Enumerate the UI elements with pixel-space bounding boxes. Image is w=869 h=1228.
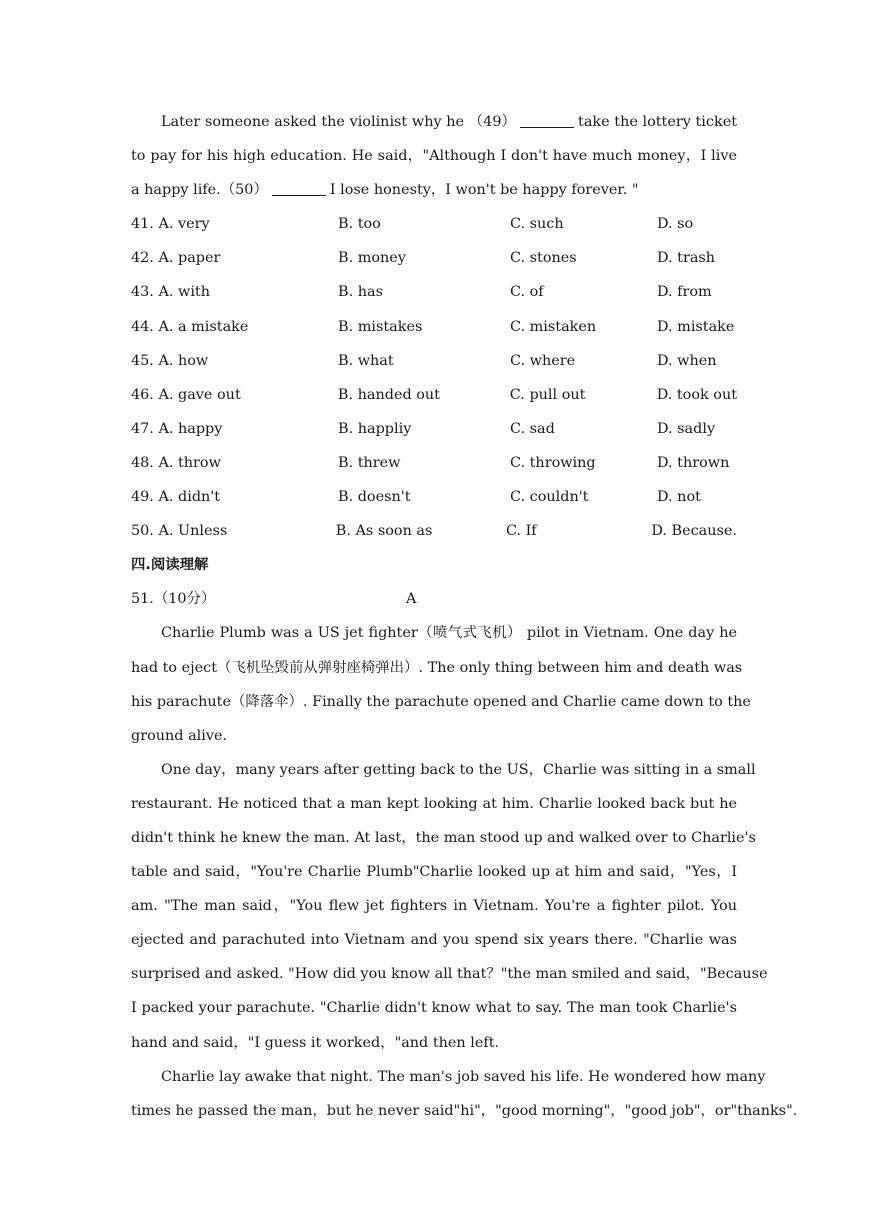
option-row-47 <box>131 412 737 446</box>
text-line: to pay for his high education. He said，"Although I don't have much money，I live <box>131 148 737 165</box>
option-b: B. has <box>338 284 383 301</box>
intro-paragraph <box>131 105 737 207</box>
option-d: D. not <box>657 489 701 506</box>
option-row-41 <box>131 207 737 241</box>
text-line: ejected and parachuted into Vietnam and you spend six years there. "Charlie was <box>131 932 737 949</box>
option-d: D. trash <box>657 250 716 267</box>
option-d: D. thrown <box>657 454 730 471</box>
option-c: C. couldn't <box>510 489 589 506</box>
option-row-48 <box>131 446 737 480</box>
option-c: C. of <box>510 284 544 301</box>
option-row-42 <box>131 241 737 275</box>
option-d: D. so <box>657 216 694 233</box>
document-page <box>131 105 798 1128</box>
option-d: D. Because. <box>651 523 738 540</box>
text-segment: Later someone asked the violinist why he （49） <box>161 114 517 130</box>
option-b: B. mistakes <box>338 318 423 335</box>
options-list <box>131 207 737 548</box>
section-title: 四.阅读理解 <box>131 557 209 574</box>
option-row-43 <box>131 275 737 309</box>
text-line: his parachute（降落伞）. Finally the parachute opened and Charlie came down to the <box>131 693 751 710</box>
option-b: B. threw <box>338 454 401 471</box>
answer-blank-49 <box>520 113 574 128</box>
option-a: 50. A. Unless <box>131 523 228 540</box>
text-segment: a happy life.（50） <box>131 182 268 199</box>
option-d: D. mistake <box>657 318 735 335</box>
text-line <box>131 105 737 139</box>
text-line: One day，many years after getting back to the US，Charlie was sitting in a small <box>161 761 756 778</box>
option-a: 41. A. very <box>131 216 210 233</box>
option-row-49 <box>131 480 737 514</box>
option-a: 47. A. happy <box>131 420 223 437</box>
text-line: didn't think he knew the man. At last，the man stood up and walked over to Charlie's <box>131 829 756 846</box>
option-d: D. sadly <box>657 420 716 437</box>
option-c: C. If <box>505 523 537 540</box>
text-line: I packed your parachute. "Charlie didn't know what to say. The man took Charlie's <box>131 1000 737 1017</box>
option-d: D. from <box>657 284 712 301</box>
option-a: 44. A. a mistake <box>131 318 249 335</box>
text-line <box>131 173 737 207</box>
option-row-45 <box>131 344 737 378</box>
option-a: 46. A. gave out <box>131 386 241 403</box>
text-line: Charlie Plumb was a US jet fighter（喷气式飞机） pilot in Vietnam. One day he <box>161 625 737 642</box>
text-line: times he passed the man，but he never said"hi"，"good morning"，"good job"，or"thanks". <box>131 1102 798 1119</box>
passage-paragraph-1 <box>131 616 751 752</box>
option-a: 45. A. how <box>131 352 209 369</box>
option-c: C. such <box>510 216 564 233</box>
option-c: C. sad <box>510 420 555 437</box>
option-d: D. took out <box>656 386 738 403</box>
option-b: B. too <box>338 216 381 233</box>
question-header <box>131 582 737 616</box>
text-line: had to eject（飞机坠毁前从弹射座椅弹出）. The only thing between him and death was <box>131 659 743 676</box>
option-b: B. handed out <box>337 386 440 403</box>
option-a: 48. A. throw <box>131 454 221 471</box>
option-row-50 <box>131 514 737 548</box>
option-row-46 <box>131 378 737 412</box>
passage-paragraph-3 <box>131 1060 798 1128</box>
option-b: B. money <box>338 250 406 267</box>
option-c: C. mistaken <box>510 318 597 335</box>
option-b: B. what <box>338 352 394 369</box>
option-d: D. when <box>657 352 717 369</box>
passage-paragraph-2 <box>131 753 768 1060</box>
option-b: B. doesn't <box>338 489 411 506</box>
option-row-44 <box>131 310 737 344</box>
text-line: restaurant. He noticed that a man kept looking at him. Charlie looked back but he <box>131 795 737 812</box>
answer-blank-50 <box>272 181 326 196</box>
text-segment: I lose honesty，I won't be happy forever. " <box>329 182 639 199</box>
option-c: C. stones <box>510 250 577 267</box>
option-a: 42. A. paper <box>131 250 221 267</box>
text-line: Charlie lay awake that night. The man's job saved his life. He wondered how many <box>161 1068 766 1085</box>
text-line: hand and said，"I guess it worked，"and then left. <box>131 1034 500 1051</box>
option-a: 43. A. with <box>131 284 210 301</box>
text-line: surprised and asked. "How did you know all that？"the man smiled and said，"Because <box>131 966 768 983</box>
option-c: C. throwing <box>510 454 596 471</box>
option-c: C. pull out <box>509 386 586 403</box>
question-number: 51.（10分） <box>131 591 216 608</box>
option-c: C. where <box>510 352 576 369</box>
text-line: am. "The man said，"You flew jet fighters in Vietnam. You're a fighter pilot. You <box>131 898 737 915</box>
option-b: B. happliy <box>338 420 412 437</box>
option-b: B. As soon as <box>335 523 433 540</box>
text-line: table and said，"You're Charlie Plumb"Charlie looked up at him and said，"Yes，I <box>131 864 737 881</box>
option-a: 49. A. didn't <box>131 489 221 506</box>
text-segment: take the lottery ticket <box>578 114 737 130</box>
passage-label: A <box>406 591 417 608</box>
text-line: ground alive. <box>131 727 228 744</box>
